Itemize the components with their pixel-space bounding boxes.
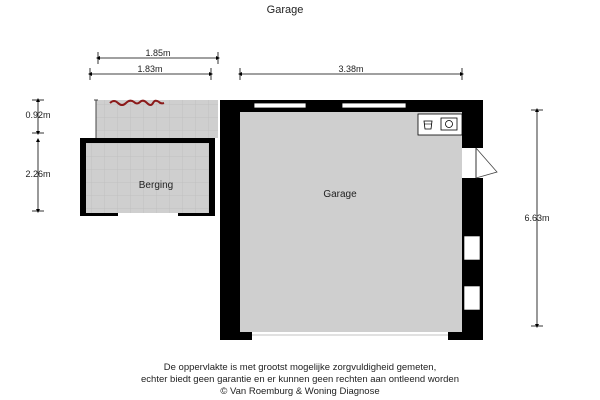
dimension-top-inner	[90, 64, 211, 80]
dimension-left-upper	[25, 100, 50, 133]
dimension-label-top-inner: 1.83m	[137, 64, 163, 74]
garage-room	[220, 100, 497, 340]
berging-room	[80, 138, 215, 216]
dimension-top-outer	[98, 48, 218, 64]
window-right-1	[464, 236, 480, 260]
terrace-area	[94, 100, 218, 138]
dimension-label-top-garage: 3.38m	[338, 64, 364, 74]
dimension-label-top-outer: 1.85m	[145, 48, 171, 58]
dimension-label-left-upper: 0.92m	[25, 110, 51, 120]
dimension-label-right-height: 6.63m	[524, 213, 550, 223]
window-right-2	[464, 286, 480, 310]
garage-door-opening	[252, 332, 448, 340]
disclaimer-text	[30, 362, 570, 398]
disclaimer-line-3: © Van Roemburg & Woning Diagnose	[220, 386, 380, 397]
room-label-garage: Garage	[323, 189, 357, 200]
washing-machine-icon	[418, 114, 462, 135]
window-top-right	[342, 103, 406, 108]
window-top-left	[254, 103, 306, 108]
disclaimer-line-1: De oppervlakte is met grootst mogelijke zorgvuldigheid gemeten,	[163, 362, 437, 373]
dimension-left-lower	[25, 140, 50, 211]
disclaimer-line-2: echter biedt geen garantie en er kunnen geen rechten aan ontleend worden	[141, 374, 459, 385]
dimension-top-garage	[240, 64, 462, 80]
dimension-right-height	[524, 110, 549, 326]
page-title: Garage	[266, 4, 304, 16]
dimension-label-left-lower: 2.26m	[25, 169, 51, 179]
room-label-berging: Berging	[138, 180, 174, 191]
berging-door-opening	[118, 213, 178, 216]
